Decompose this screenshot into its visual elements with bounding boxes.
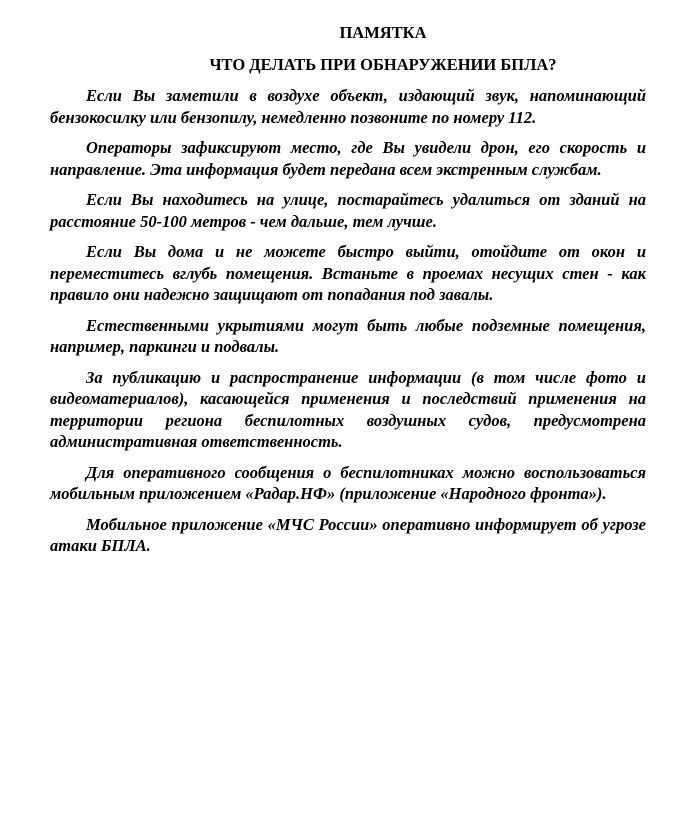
paragraph-report-112: Если Вы заметили в воздухе объект, издающий звук, напоминающий бензокосилку или бензопилу, немедленно позвоните по номеру 112.: [50, 86, 646, 127]
paragraph-radar-app: Для оперативного сообщения о беспилотниках можно воспользоваться мобильным приложением «Радар.НФ» (приложение «Народного фронта»).: [50, 462, 646, 503]
paragraph-mchs-app: Мобильное приложение «МЧС России» оперативно информирует об угрозе атаки БПЛА.: [50, 514, 646, 555]
paragraph-liability: За публикацию и распространение информации (в том числе фото и видеоматериалов), касающейся применения и последствий применения на территории региона беспилотных воздушных судов, предусмотрена административная ответственность.: [50, 367, 646, 451]
paragraph-at-home: Если Вы дома и не можете быстро выйти, отойдите от окон и переместитесь вглубь помещения. Встаньте в проемах несущих стен - как правило они надежно защищают от попадания под завалы.: [50, 242, 646, 304]
paragraph-shelters: Естественными укрытиями могут быть любые подземные помещения, например, паркинги и подвалы.: [50, 315, 646, 356]
memo-page: [50, 22, 646, 566]
memo-subtitle: ЧТО ДЕЛАТЬ ПРИ ОБНАРУЖЕНИИ БПЛА?: [209, 55, 557, 74]
paragraph-outdoors: Если Вы находитесь на улице, постарайтесь удалиться от зданий на расстояние 50-100 метров - чем дальше, тем лучше.: [50, 190, 646, 231]
paragraph-operators: Операторы зафиксируют место, где Вы увидели дрон, его скорость и направление. Эта информация будет передана всем экстренным службам.: [50, 138, 646, 179]
memo-title: ПАМЯТКА: [339, 23, 427, 42]
